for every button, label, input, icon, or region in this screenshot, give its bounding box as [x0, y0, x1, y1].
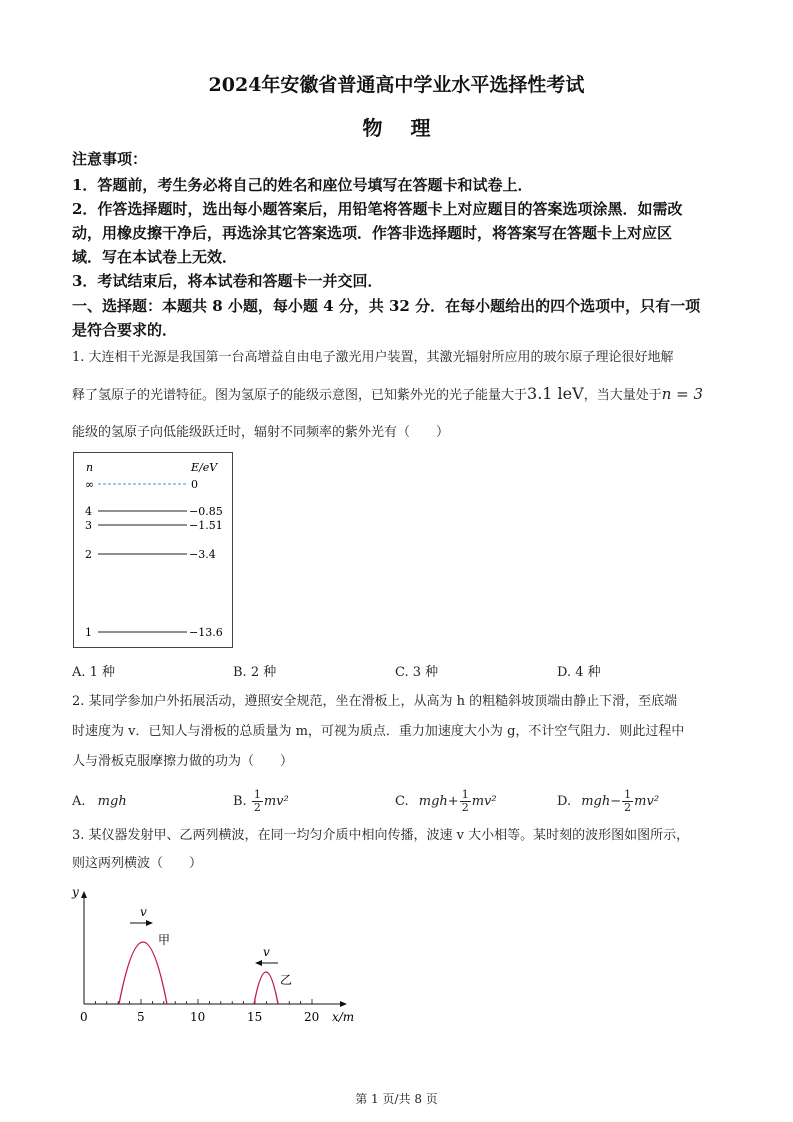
x-axis-label: x/m [332, 1010, 355, 1024]
q2-option-c-head: mgh+ [418, 794, 459, 809]
q3-line1: 3. 某仪器发射甲、乙两列横波，在同一均匀介质中相向传播，波速 v 大小相等。某时刻的波形图如图所示， [72, 828, 690, 843]
q2-option-d [557, 787, 659, 817]
energy-level-diagram [73, 452, 233, 648]
wave-jia-v-label: v [140, 905, 147, 919]
q1-line3: 能级的氢原子向低能级跃迁时，辐射不同频率的紫外光有（ ） [72, 425, 450, 440]
subject-title: 物理 [362, 116, 459, 140]
q1-option-b: B. 2 种 [233, 665, 277, 680]
energy-levels [85, 478, 223, 639]
note-item-2a: 2．作答选择题时，选出每小题答案后，用铅笔将答题卡上对应题目的答案选项涂黑．如需改 [72, 200, 683, 218]
q2-option-c-tail: mv² [471, 794, 497, 809]
level-n-label: 2 [85, 548, 92, 561]
q1-line2b: ，当大量处于 [583, 388, 662, 403]
q2-option-d-tail: mv² [634, 794, 660, 809]
q2-option-b-label: B. [233, 794, 247, 809]
x-tick-labels [80, 1010, 319, 1024]
q1-energy: 3.1 leV [527, 384, 584, 403]
n-axis-label: n [86, 461, 94, 474]
level-n-label: 3 [85, 519, 92, 532]
level-energy-label: −0.85 [189, 505, 223, 518]
q2-option-a-expr: mgh [97, 794, 127, 809]
wave-yi-label: 乙 [280, 973, 293, 987]
level-energy-label: −3.4 [189, 548, 216, 561]
q2-option-d-fraction [622, 789, 633, 814]
level-energy-label: −13.6 [189, 626, 223, 639]
x-tick-label-5: 5 [137, 1010, 145, 1024]
frac-den: 2 [624, 801, 632, 814]
level-energy-label: −1.51 [189, 519, 223, 532]
q2-line3: 人与滑板克服摩擦力做的功为（ ） [72, 754, 294, 769]
q2-option-c [395, 787, 497, 817]
level-n-label: ∞ [85, 478, 95, 491]
q2-option-d-head: mgh− [581, 794, 622, 809]
q2-line2: 时速度为 v．已知人与滑板的总质量为 m，可视为质点．重力加速度大小为 g，不计空气阻力．则此过程中 [72, 724, 685, 739]
q1-line2 [72, 384, 724, 406]
wave-yi-v-label: v [263, 945, 270, 959]
q2-option-b-fraction [252, 789, 263, 814]
q2-option-a-label: A. [72, 794, 86, 809]
q1-option-d: D. 4 种 [557, 665, 601, 680]
level-energy-label: 0 [191, 478, 198, 491]
note-item-2c: 域．写在本试卷上无效． [72, 248, 238, 266]
q1-option-c: C. 3 种 [395, 665, 439, 680]
x-tick-label-10: 10 [190, 1010, 206, 1024]
frac-den: 2 [461, 801, 469, 814]
q2-option-b-tail: mv² [263, 794, 289, 809]
frac-num: 1 [253, 788, 261, 801]
q2-option-b [233, 787, 289, 817]
q1-line1: 1. 大连相干光源是我国第一台高增益自由电子激光用户装置，其激光辐射所应用的玻尔原子理论很好地解 [72, 350, 674, 365]
wave-jia-label: 甲 [158, 933, 171, 947]
q2-option-c-label: C. [395, 794, 409, 809]
q2-option-c-fraction [460, 789, 471, 814]
q1-option-a: A. 1 种 [72, 665, 116, 680]
x-tick-label-0: 0 [80, 1010, 88, 1024]
level-n-label: 4 [85, 505, 92, 518]
wave-jia [119, 942, 167, 1004]
x-tick-label-15: 15 [247, 1010, 263, 1024]
section-heading-2: 是符合要求的． [72, 321, 178, 339]
wave-yi [254, 972, 278, 1004]
note-item-3: 3．考试结束后，将本试卷和答题卡一并交回． [72, 272, 383, 290]
q1-line2a: 释了氢原子的光谱特征。图为氢原子的能级示意图，已知紫外光的光子能量大于 [72, 388, 528, 403]
note-item-2b: 动，用橡皮擦干净后，再选涂其它答案选项．作答非选择题时，将答案写在答题卡上对应区 [72, 224, 673, 242]
exam-title: 2024年安徽省普通高中学业水平选择性考试 [208, 74, 585, 96]
e-axis-label: E/eV [191, 461, 218, 474]
q1-nvar: n = 3 [661, 385, 704, 403]
q2-option-a [72, 787, 127, 817]
level-n-label: 1 [85, 626, 92, 639]
y-axis-label: y [72, 885, 79, 899]
q2-option-d-label: D. [557, 794, 572, 809]
notes-heading: 注意事项： [72, 150, 148, 168]
section-heading-1: 一、选择题：本题共 8 小题，每小题 4 分，共 32 分．在每小题给出的四个选项中，只有一项 [72, 297, 701, 315]
frac-num: 1 [461, 788, 469, 801]
frac-den: 2 [253, 801, 261, 814]
note-item-1: 1．答题前，考生务必将自己的姓名和座位号填写在答题卡和试卷上． [72, 176, 533, 194]
wave-graph [66, 880, 366, 1030]
q2-line1: 2. 某同学参加户外拓展活动，遵照安全规范，坐在滑板上，从高为 h 的粗糙斜坡顶端由静止下滑，至底端 [72, 694, 678, 709]
page-footer: 第 1 页/共 8 页 [355, 1092, 438, 1106]
q3-line2: 则这两列横波（ ） [72, 856, 203, 871]
x-tick-label-20: 20 [304, 1010, 320, 1024]
frac-num: 1 [624, 788, 632, 801]
